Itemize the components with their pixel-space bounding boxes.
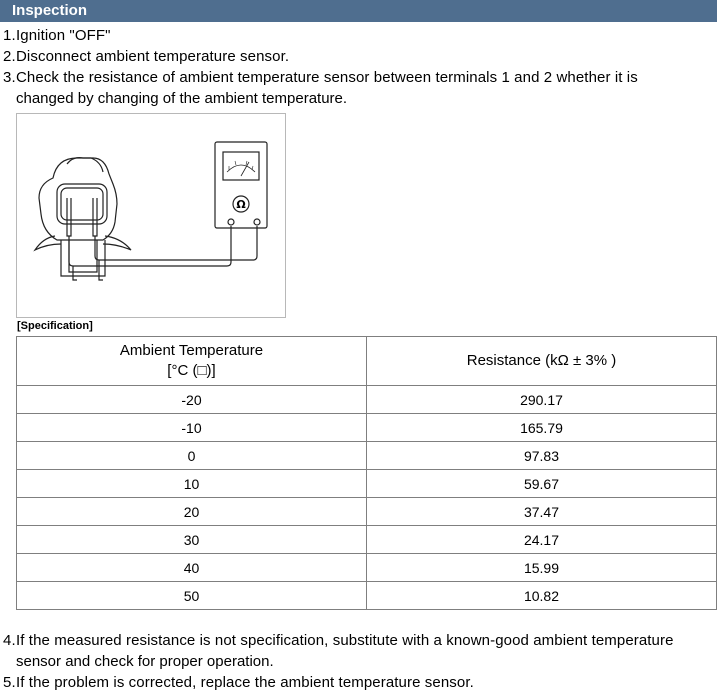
step-2: 2.Disconnect ambient temperature sensor. (3, 48, 290, 65)
sensor-measurement-diagram (16, 113, 286, 318)
step-5: 5.If the problem is corrected, replace the ambient temperature sensor. (3, 674, 474, 691)
diagram-svg (17, 114, 285, 317)
table-row: 0 97.83 (17, 442, 717, 470)
table-header-row (17, 337, 717, 386)
terminal-1 (67, 198, 71, 236)
temperature-header: Ambient Temperature [°C (□)] (17, 337, 367, 386)
table-row: 50 10.82 (17, 582, 717, 610)
connector-housing (39, 158, 117, 240)
specification-label: [Specification] (17, 320, 93, 332)
table-row: -20 290.17 (17, 386, 717, 414)
probe-lead-2 (95, 226, 257, 260)
ohm-symbol: Ω (236, 198, 246, 211)
section-header (0, 0, 717, 22)
table-row: 10 59.67 (17, 470, 717, 498)
step-4: 4.If the measured resistance is not specification, substitute with a known-good ambient temperature (3, 632, 674, 649)
step-3-continuation: changed by changing of the ambient temperature. (16, 90, 348, 107)
specification-table (16, 336, 717, 610)
table-row: 20 37.47 (17, 498, 717, 526)
step-1: 1.Ignition "OFF" (3, 27, 111, 44)
step-4-continuation: sensor and check for proper operation. (16, 653, 274, 670)
resistance-header: Resistance (kΩ ± 3% ) (367, 337, 717, 386)
table-row: 30 24.17 (17, 526, 717, 554)
section-title: Inspection (12, 2, 88, 19)
terminal-2 (93, 198, 97, 236)
table-row: -10 165.79 (17, 414, 717, 442)
table-row: 40 15.99 (17, 554, 717, 582)
step-3: 3.Check the resistance of ambient temperature sensor between terminals 1 and 2 whether it is (3, 69, 638, 86)
